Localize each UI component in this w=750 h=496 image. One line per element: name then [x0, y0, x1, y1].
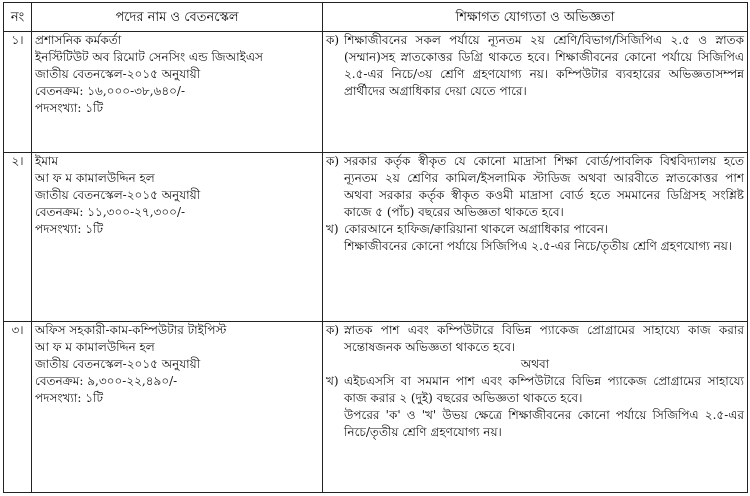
post-pay-range: বেতনক্রম: ৯,৩০০-২২,৪৯০/- [35, 374, 178, 388]
post-scale: জাতীয় বেতনস্কেল-২০১৫ অনুযায়ী [35, 188, 201, 202]
row-number: ৩। [4, 322, 32, 493]
post-cell [32, 32, 323, 153]
qualification-item [326, 322, 744, 356]
item-text: স্নাতক পাশ এবং কম্পিউটারে বিভিন্ন প্যাকেজ প্রোগ্রামের সাহায্যে কাজ করার সন্তোষজনক অভিজ্ঞতা থাকতে হবে। [344, 323, 744, 354]
qualification-note: শিক্ষাজীবনের কোনো পর্যায়ে সিজিপিএ ২.৫-এর নিচে/তৃতীয় শ্রেণি গ্রহণযোগ্য নয়। [344, 239, 733, 253]
item-text: কোরআনে হাফিজ/ক্বারিয়ানা থাকলে অগ্রাধিকার পাবেন। [344, 222, 609, 236]
header-qualification: শিক্ষাগত যোগ্যতা ও অভিজ্ঞতা [323, 3, 748, 32]
item-text: শিক্ষাজীবনের সকল পর্যায়ে ন্যূনতম ২য় শ্রেণি/বিভাগ/সিজিপিএ ২.৫ ও স্নাতক (সম্মান)সহ স্নাতকোত্তর ডিগ্রি থাকতে হবে। শিক্ষাজীবনের কোনো পর্যায়ে সিজিপিএ ২.৫-এর নিচে/৩য় শ্রেণি গ্রহণযোগ্য নয়। কম্পিউটার ব্যবহারের অভিজ্ঞতাসম্পন্ন প্রার্থীদের অগ্রাধিকার দেয়া যেতে পারে। [344, 33, 744, 98]
post-scale: জাতীয় বেতনস্কেল-২০১৫ অনুযায়ী [35, 67, 201, 81]
table-row [4, 153, 748, 322]
post-unit: আ ফ ম কামালউদ্দিন হল [35, 171, 155, 185]
item-marker: ক) [326, 323, 340, 337]
qualification-note: উপরের 'ক' ও 'খ' উভয় ক্ষেত্রে শিক্ষাজীবনের কোনো পর্যায়ে সিজিপিএ ২.৫-এর নিচে/তৃতীয় শ্রেণি গ্রহণযোগ্য নয়। [344, 408, 744, 439]
qualification-cell [323, 153, 748, 322]
post-pay-range: বেতনক্রম: ১৬,০০০-৩৮,৬৪০/- [35, 84, 186, 98]
table-header-row [4, 3, 748, 32]
post-count: পদসংখ্যা: ১টি [35, 222, 103, 236]
qualification-item [326, 373, 744, 407]
post-unit: আ ফ ম কামালউদ্দিন হল [35, 340, 155, 354]
or-separator: অথবা [520, 357, 550, 371]
row-number: ১। [4, 32, 32, 153]
job-posts-table [3, 2, 748, 493]
item-marker: ক) [326, 154, 340, 168]
post-cell [32, 153, 323, 322]
qualification-cell [323, 322, 748, 493]
qualification-cell [323, 32, 748, 153]
qualification-item [326, 153, 744, 221]
post-title: অফিস সহকারী-কাম-কম্পিউটার টাইপিস্ট [35, 323, 227, 337]
qualification-item [326, 32, 744, 100]
item-text: এইচএসসি বা সমমান পাশ এবং কম্পিউটারে বিভিন্ন প্যাকেজ প্রোগ্রামের সাহায্যে কাজ করার ২ (দুই) বছরের অভিজ্ঞতা থাকতে হবে। [344, 374, 744, 405]
post-cell [32, 322, 323, 493]
header-no: নং [4, 3, 32, 32]
row-number: ২। [4, 153, 32, 322]
table-row [4, 32, 748, 153]
item-marker: খ) [326, 222, 339, 236]
header-post: পদের নাম ও বেতনস্কেল [32, 3, 323, 32]
item-text: সরকার কর্তৃক স্বীকৃত যে কোনো মাদ্রাসা শিক্ষা বোর্ড/পাবলিক বিশ্ববিদ্যালয় হতে ন্যূনতম ২য় শ্রেণির কামিল/ইসলামিক স্টাডিজ অথবা আরবীতে স্নাতকোত্তর পাশ অথবা সরকার কর্তৃক স্বীকৃত কওমী মাদ্রাসা বোর্ড হতে সমমানের ডিগ্রিসহ সংশ্লিষ্ট কাজে ৫ (পাঁচ) বছরের অভিজ্ঞতা থাকতে হবে। [344, 154, 744, 219]
post-scale: জাতীয় বেতনস্কেল-২০১৫ অনুযায়ী [35, 357, 201, 371]
post-pay-range: বেতনক্রম: ১১,৩০০-২৭,৩০০/- [35, 205, 186, 219]
post-count: পদসংখ্যা: ১টি [35, 101, 103, 115]
item-marker: ক) [326, 33, 340, 47]
post-title: ইমাম [35, 154, 59, 168]
post-title: প্রশাসনিক কর্মকর্তা [35, 33, 122, 47]
item-marker: খ) [326, 374, 339, 388]
qualification-item [326, 221, 744, 238]
post-count: পদসংখ্যা: ১টি [35, 391, 103, 405]
table-row [4, 322, 748, 493]
post-unit: ইনস্টিটিউট অব রিমোট সেনসিং এন্ড জিআইএস [35, 50, 263, 64]
